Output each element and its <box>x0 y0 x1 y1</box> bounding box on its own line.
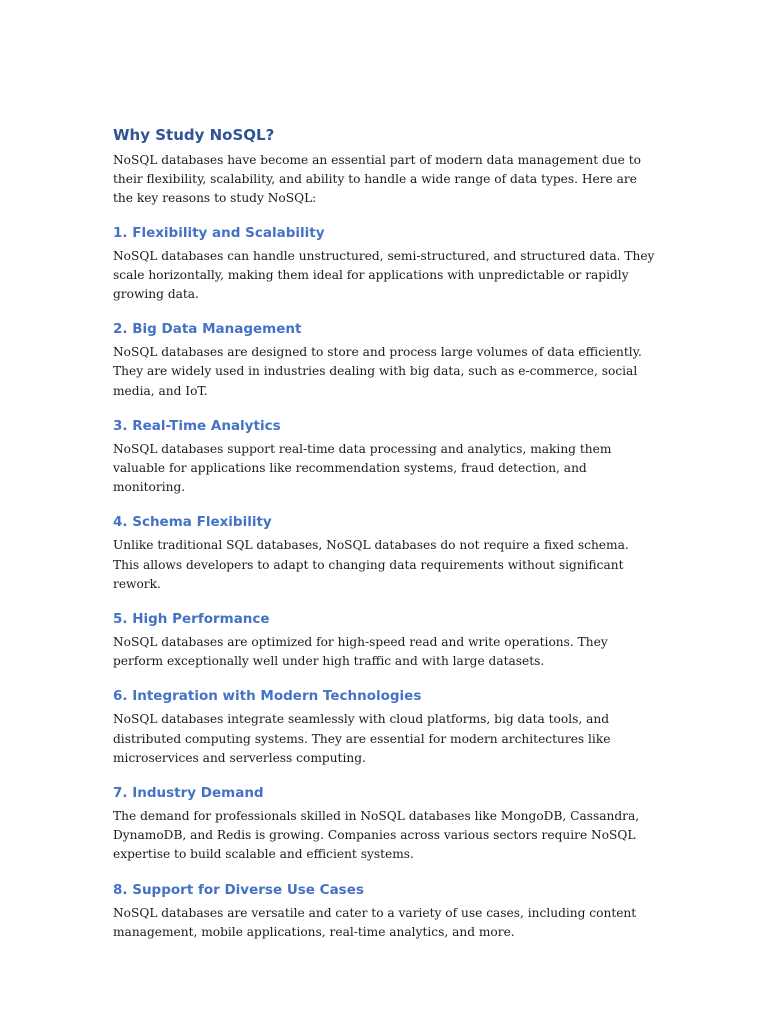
section-integration-modern-tech <box>113 686 658 768</box>
section-heading: 2. Big Data Management <box>113 321 302 338</box>
section-body: The demand for professionals skilled in NoSQL databases like MongoDB, Cassandra, DynamoDB, and Redis is growing. Companies across various sectors require NoSQL expertise to build scalable and efficient systems. <box>113 809 640 862</box>
document-page <box>113 124 658 957</box>
section-heading: 1. Flexibility and Scalability <box>113 224 325 241</box>
section-body: Unlike traditional SQL databases, NoSQL databases do not require a fixed schema. This allows developers to adapt to changing data requirements without significant rework. <box>113 538 629 591</box>
section-industry-demand <box>113 783 658 865</box>
section-body: NoSQL databases can handle unstructured, semi-structured, and structured data. They scale horizontally, making them ideal for applications with unpredictable or rapidly growing data. <box>113 248 655 302</box>
section-body: NoSQL databases are designed to store and process large volumes of data efficiently. They are widely used in industries dealing with big data, such as e-commerce, social media, and IoT. <box>113 345 642 398</box>
section-real-time-analytics <box>113 416 658 498</box>
section-body: NoSQL databases support real-time data processing and analytics, making them valuable for applications like recommendation systems, fraud detection, and monitoring. <box>113 441 612 495</box>
section-diverse-use-cases <box>113 880 658 942</box>
section-heading: 5. High Performance <box>113 611 270 628</box>
section-heading: 3. Real-Time Analytics <box>113 417 281 434</box>
section-heading: 7. Industry Demand <box>113 785 264 802</box>
section-schema-flexibility <box>113 512 658 594</box>
section-body: NoSQL databases integrate seamlessly with cloud platforms, big data tools, and distributed computing systems. They are essential for modern architectures like microservices and serverless computing. <box>113 712 611 765</box>
section-body: NoSQL databases are versatile and cater to a variety of use cases, including content management, mobile applications, real-time analytics, and more. <box>113 905 637 939</box>
section-body: NoSQL databases are optimized for high-speed read and write operations. They perform exceptionally well under high traffic and with large datasets. <box>113 635 608 669</box>
page-title: Why Study NoSQL? <box>113 126 275 144</box>
section-heading: 4. Schema Flexibility <box>113 514 272 531</box>
intro-paragraph: NoSQL databases have become an essential part of modern data management due to their flexibility, scalability, and ability to handle a wide range of data types. Here are the key reasons to study NoSQL: <box>113 153 641 206</box>
section-high-performance <box>113 609 658 671</box>
section-heading: 6. Integration with Modern Technologies <box>113 688 422 705</box>
section-flexibility-scalability <box>113 223 658 305</box>
section-big-data-management <box>113 319 658 401</box>
section-heading: 8. Support for Diverse Use Cases <box>113 881 364 898</box>
